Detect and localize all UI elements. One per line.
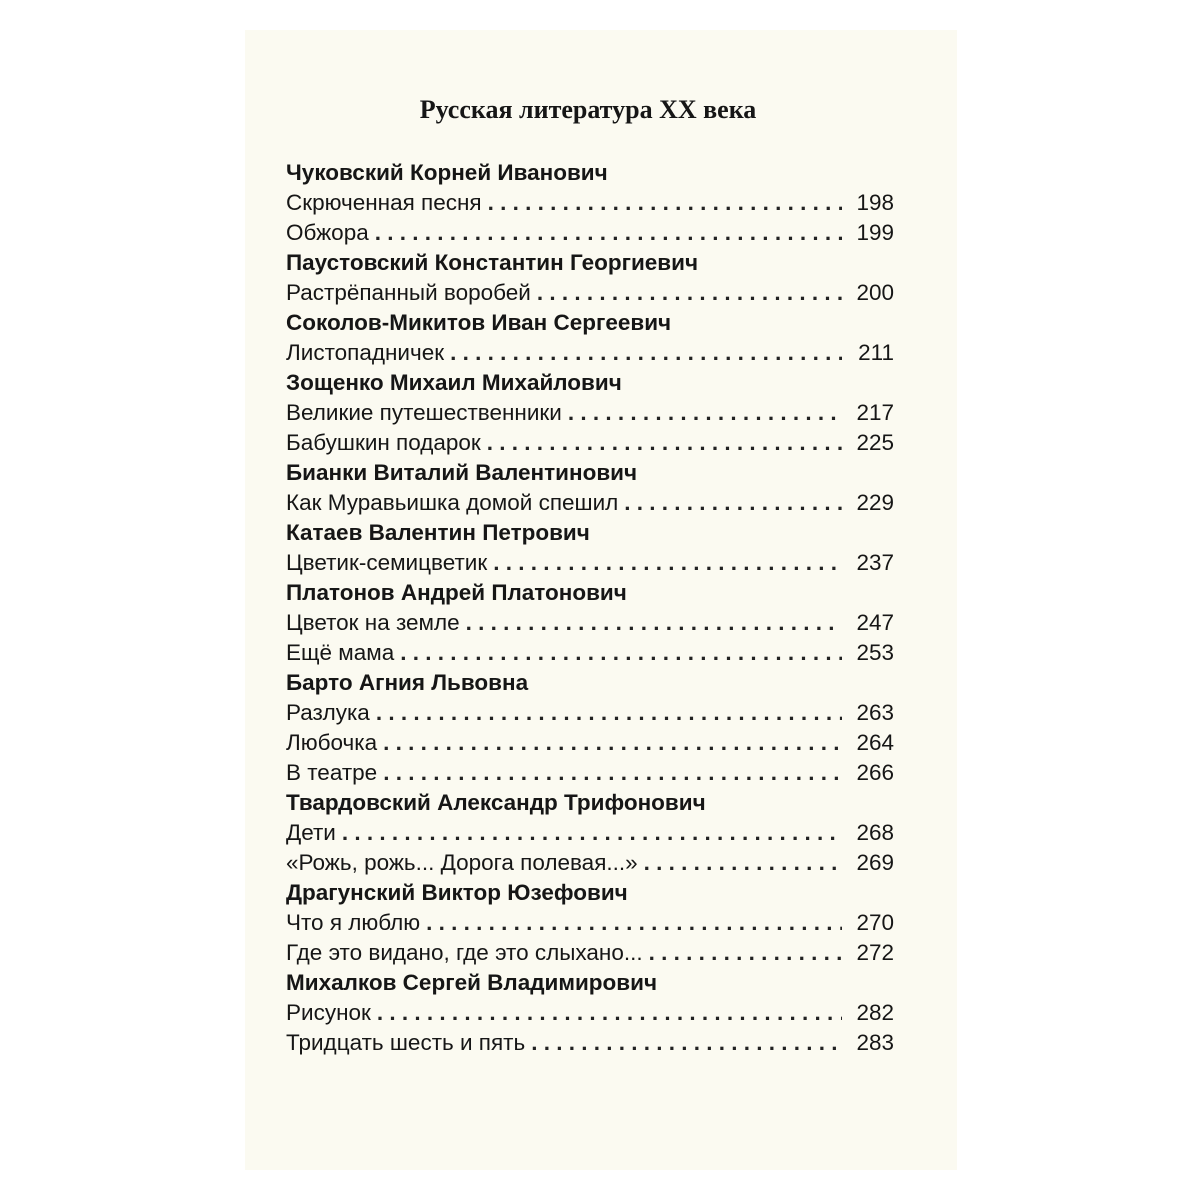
toc-entry-page: 264 [856,730,894,755]
dot-leader [400,638,842,668]
toc-entry-page: 263 [856,700,894,725]
toc-entry-page: 269 [856,850,894,875]
dot-leader [488,188,842,218]
toc-entry [286,398,894,428]
dot-leader [493,548,842,578]
toc-author: Чуковский Корней Иванович [286,160,608,185]
toc-entry [286,218,894,248]
toc-entry-page: 217 [856,400,894,425]
dot-leader [375,218,842,248]
toc-entry-page: 199 [856,220,894,245]
table-of-contents [286,90,894,1058]
toc-entry [286,278,894,308]
toc-entry [286,488,894,518]
toc-entry-title: В театре [286,760,378,785]
dot-leader [568,398,842,428]
toc-entry-page: 198 [856,190,894,215]
toc-entry-title: Дети [286,820,336,845]
toc-entry-page: 211 [858,340,894,365]
dot-leader [466,608,842,638]
toc-entry-title: Где это видано, где это слыхано... [286,940,643,965]
toc-author: Михалков Сергей Владимирович [286,970,658,995]
toc-entry [286,818,894,848]
toc-entry-page: 225 [856,430,894,455]
toc-entry-title: Тридцать шесть и пять [286,1030,526,1055]
toc-entry [286,338,894,368]
toc-author: Твардовский Александр Трифонович [286,790,706,815]
dot-leader [383,728,842,758]
toc-entry-title: Бабушкин подарок [286,430,481,455]
toc-entries [286,158,894,1058]
toc-entry [286,548,894,578]
toc-entry [286,428,894,458]
toc-entry-title: «Рожь, рожь... Дорога полевая...» [286,850,638,875]
toc-entry-title: Цветок на земле [286,610,460,635]
toc-entry-page: 282 [856,1000,894,1025]
toc-entry-page: 272 [856,940,894,965]
toc-author: Зощенко Михаил Михайлович [286,370,622,395]
toc-author: Катаев Валентин Петрович [286,520,590,545]
dot-leader [531,1028,842,1058]
toc-author: Платонов Андрей Платонович [286,580,627,605]
toc-entry [286,908,894,938]
toc-entry [286,698,894,728]
toc-author: Паустовский Константин Георгиевич [286,250,699,275]
toc-entry-page: 283 [856,1030,894,1055]
toc-entry [286,758,894,788]
toc-entry-title: Скрюченная песня [286,190,482,215]
toc-entry-page: 237 [856,550,894,575]
toc-entry-page: 200 [856,280,894,305]
toc-entry-title: Обжора [286,220,369,245]
dot-leader [426,908,842,938]
dot-leader [376,698,842,728]
toc-entry-title: Как Муравьишка домой спешил [286,490,619,515]
dot-leader [487,428,842,458]
toc-entry-title: Ещё мама [286,640,395,665]
toc-entry [286,1028,894,1058]
toc-entry [286,728,894,758]
toc-entry [286,938,894,968]
toc-entry [286,188,894,218]
toc-entry-title: Любочка [286,730,378,755]
toc-entry-page: 268 [856,820,894,845]
toc-title: Русская литература XX века [419,95,757,124]
toc-author: Драгунский Виктор Юзефович [286,880,628,905]
toc-entry-page: 229 [856,490,894,515]
toc-entry-title: Рисунок [286,1000,371,1025]
dot-leader [649,938,842,968]
dot-leader [537,278,842,308]
dot-leader [383,758,842,788]
toc-entry-title: Листопадничек [286,340,445,365]
dot-leader [624,488,842,518]
dot-leader [342,818,842,848]
toc-entry [286,638,894,668]
toc-entry [286,608,894,638]
toc-author: Бианки Виталий Валентинович [286,460,638,485]
toc-author: Соколов-Микитов Иван Сергеевич [286,310,672,335]
toc-entry-title: Цветик-семицветик [286,550,488,575]
toc-entry [286,848,894,878]
toc-entry-title: Что я люблю [286,910,421,935]
toc-entry-title: Великие путешественники [286,400,562,425]
toc-entry-title: Разлука [286,700,370,725]
toc-entry [286,998,894,1028]
toc-entry-page: 253 [856,640,894,665]
dot-leader [644,848,842,878]
toc-entry-page: 247 [856,610,894,635]
dot-leader [377,998,842,1028]
toc-entry-page: 270 [856,910,894,935]
dot-leader [450,338,842,368]
toc-entry-title: Растрёпанный воробей [286,280,531,305]
toc-author: Барто Агния Львовна [286,670,529,695]
toc-entry-page: 266 [856,760,894,785]
